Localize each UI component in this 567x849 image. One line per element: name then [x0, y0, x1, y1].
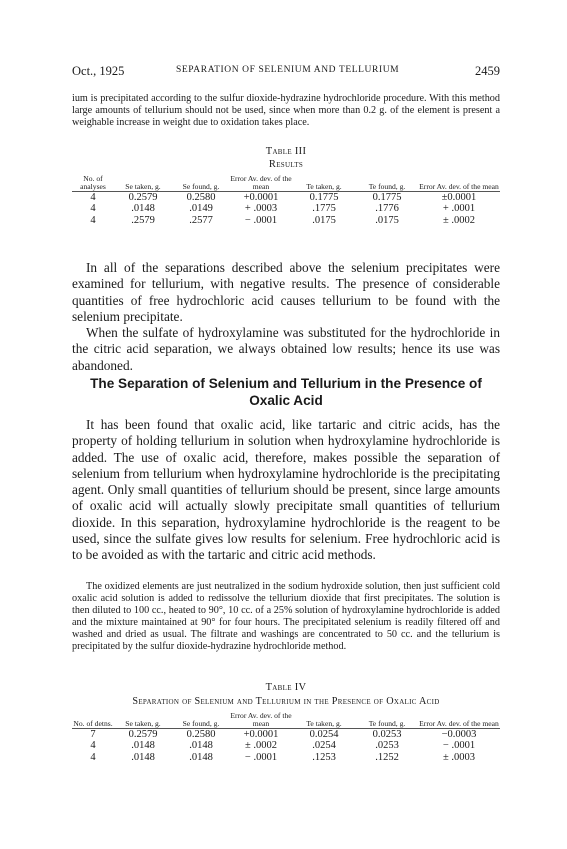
procedure-text — [72, 581, 500, 653]
table-cell: .0148 — [131, 751, 155, 763]
table-cell: + .0001 — [442, 203, 476, 215]
table-header-cell: Se taken, g. — [125, 181, 161, 191]
table-header-cell: Error Av. dev. of the mean — [419, 181, 499, 191]
paragraph-procedure: The oxidized elements are just neutralized in the sodium hydroxide solution, then just sufficient cold oxalic acid solution is added to redissolve the tellurium dioxide that first precipitates. The solution is then diluted to 100 cc., heated to 90°, 10 cc. of a 25% solution of hydroxylamine hydrochloride is added and the mixture maintained at 90° for four hours. The precipitated selenium is readily filtered off and washed and dried as usual. The filtrate and washings are concentrated to 50 cc. and the tellurium is precipitated by the sulfur dioxide-hydrazine hydrochloride method. — [72, 581, 500, 652]
table3-label-text: Table III — [265, 146, 307, 157]
table3-title-text: Results — [268, 159, 304, 170]
table-cell: .0253 — [375, 740, 399, 752]
header-date: Oct., 1925 — [72, 64, 125, 78]
body-text-2 — [72, 417, 500, 564]
paragraph-top-text: ium is precipitated according to the sulfur dioxide-hydrazine hydrochloride procedure. With this method large amounts of tellurium should not be used, since when more than 0.2 g. of the element is present a weighable increase in weight due to oxidation takes place. — [72, 93, 500, 128]
table-cell: ± .0002 — [244, 740, 277, 752]
table-cell: − .0001 — [244, 751, 278, 763]
table-cell: .0148 — [189, 751, 213, 763]
table-cell: 0.2579 — [128, 191, 158, 203]
table-row — [72, 215, 500, 227]
table4 — [72, 712, 500, 763]
table-cell: .1776 — [375, 203, 399, 215]
table-cell: 4 — [90, 740, 96, 752]
table-cell: ± .0003 — [442, 751, 475, 763]
table-header-cell: Se found, g. — [182, 718, 220, 728]
table-header-cell: Error Av. dev. of the mean — [419, 718, 499, 728]
paragraph-top — [72, 93, 500, 129]
table-cell: .0148 — [131, 740, 155, 752]
table-cell: − .0001 — [244, 214, 278, 226]
table-cell: 4 — [90, 191, 96, 203]
table-cell: 0.1775 — [309, 191, 339, 203]
table-header-cell: Error Av. dev. of the mean — [230, 174, 292, 191]
paragraph-oxalic: It has been found that oxalic acid, like tartaric and citric acids, has the property of holding tellurium in solution when hydroxylamine hydrochloride is added. The use of oxalic acid, therefore, makes possible the separation of selenium from tellurium when hydroxylamine hydrochloride is the precipitating agent. Only small quantities of tellurium should be present, since large amounts of oxalic acid will actually slowly precipitate small quantities of tellurium dioxide. In this separation, hydroxylamine hydrochloride is the reagent to be used, since the sulfate gives low results for selenium. Free hydrochloric acid is to be avoided as with the tartaric and citric acid methods. — [72, 417, 500, 563]
table3-label — [72, 146, 500, 157]
header-title: SEPARATION OF SELENIUM AND TELLURIUM — [176, 65, 400, 75]
paragraph-sulfate: When the sulfate of hydroxylamine was substituted for the hydrochloride in the citric acid separation, we always obtained low results; hence its use was abandoned. — [72, 325, 500, 373]
table4-title-text: Separation of Selenium and Tellurium in the Presence of Oxalic Acid — [132, 696, 440, 707]
paragraph-results: In all of the separations described above the selenium precipitates were examined for tellurium, with negative results. The presence of considerable quantities of free hydrochloric acid causes tellurium to be found with the selenium precipitate. — [72, 260, 500, 324]
table-cell: .2577 — [189, 214, 213, 226]
page-number: 2459 — [475, 64, 500, 78]
table-cell: 0.0254 — [309, 728, 339, 740]
table4-label-text: Table IV — [265, 682, 307, 693]
table4-title — [72, 696, 500, 707]
table-row — [72, 203, 500, 215]
table-cell: .1775 — [312, 203, 336, 215]
table-cell: .0148 — [189, 740, 213, 752]
table-cell: .2579 — [131, 214, 155, 226]
table-cell: +0.0001 — [243, 191, 279, 203]
table-header-cell: Te taken, g. — [306, 718, 342, 728]
table-row — [72, 728, 500, 740]
table-header-cell: No. of analyses — [80, 174, 106, 191]
table-cell: + .0003 — [244, 203, 278, 215]
table-cell: 4 — [90, 751, 96, 763]
table3 — [72, 175, 500, 226]
table-cell: 7 — [90, 728, 96, 740]
table-header-cell: Se taken, g. — [125, 718, 161, 728]
table-cell: 0.0253 — [372, 728, 402, 740]
body-text-1 — [72, 260, 500, 374]
table4-header-row — [72, 712, 500, 728]
table-cell: 4 — [90, 203, 96, 215]
table-cell: .0254 — [312, 740, 336, 752]
table-header-cell: Te found, g. — [368, 718, 406, 728]
table-cell: .0149 — [189, 203, 213, 215]
table-cell: − .0001 — [442, 740, 476, 752]
table-header-cell: Error Av. dev. of the mean — [230, 711, 292, 728]
table-cell: .1253 — [312, 751, 336, 763]
table-header-cell: Te taken, g. — [306, 181, 342, 191]
table-header-cell: No. of detns. — [73, 718, 113, 728]
table-cell: 0.2580 — [186, 191, 216, 203]
table-row — [72, 752, 500, 764]
table4-label — [72, 682, 500, 693]
table-cell: .0175 — [312, 214, 336, 226]
table-cell: +0.0001 — [243, 728, 279, 740]
running-header — [72, 64, 500, 80]
table-cell: ± .0002 — [442, 214, 475, 226]
table-header-cell: Se found, g. — [182, 181, 220, 191]
section-heading: The Separation of Selenium and Tellurium in the Presence of Oxalic Acid — [90, 376, 482, 408]
table-cell: −0.0003 — [441, 728, 477, 740]
table-header-cell: Te found, g. — [368, 181, 406, 191]
table3-title — [72, 159, 500, 170]
table-cell: 0.2580 — [186, 728, 216, 740]
table-cell: .1252 — [375, 751, 399, 763]
table-cell: 0.2579 — [128, 728, 158, 740]
table-cell: 0.1775 — [372, 191, 402, 203]
table-row — [72, 740, 500, 752]
table-row — [72, 191, 500, 203]
table-cell: .0148 — [131, 203, 155, 215]
table-cell: .0175 — [375, 214, 399, 226]
table-cell: 4 — [90, 214, 96, 226]
table-cell: ±0.0001 — [441, 191, 477, 203]
table3-header-row — [72, 175, 500, 191]
